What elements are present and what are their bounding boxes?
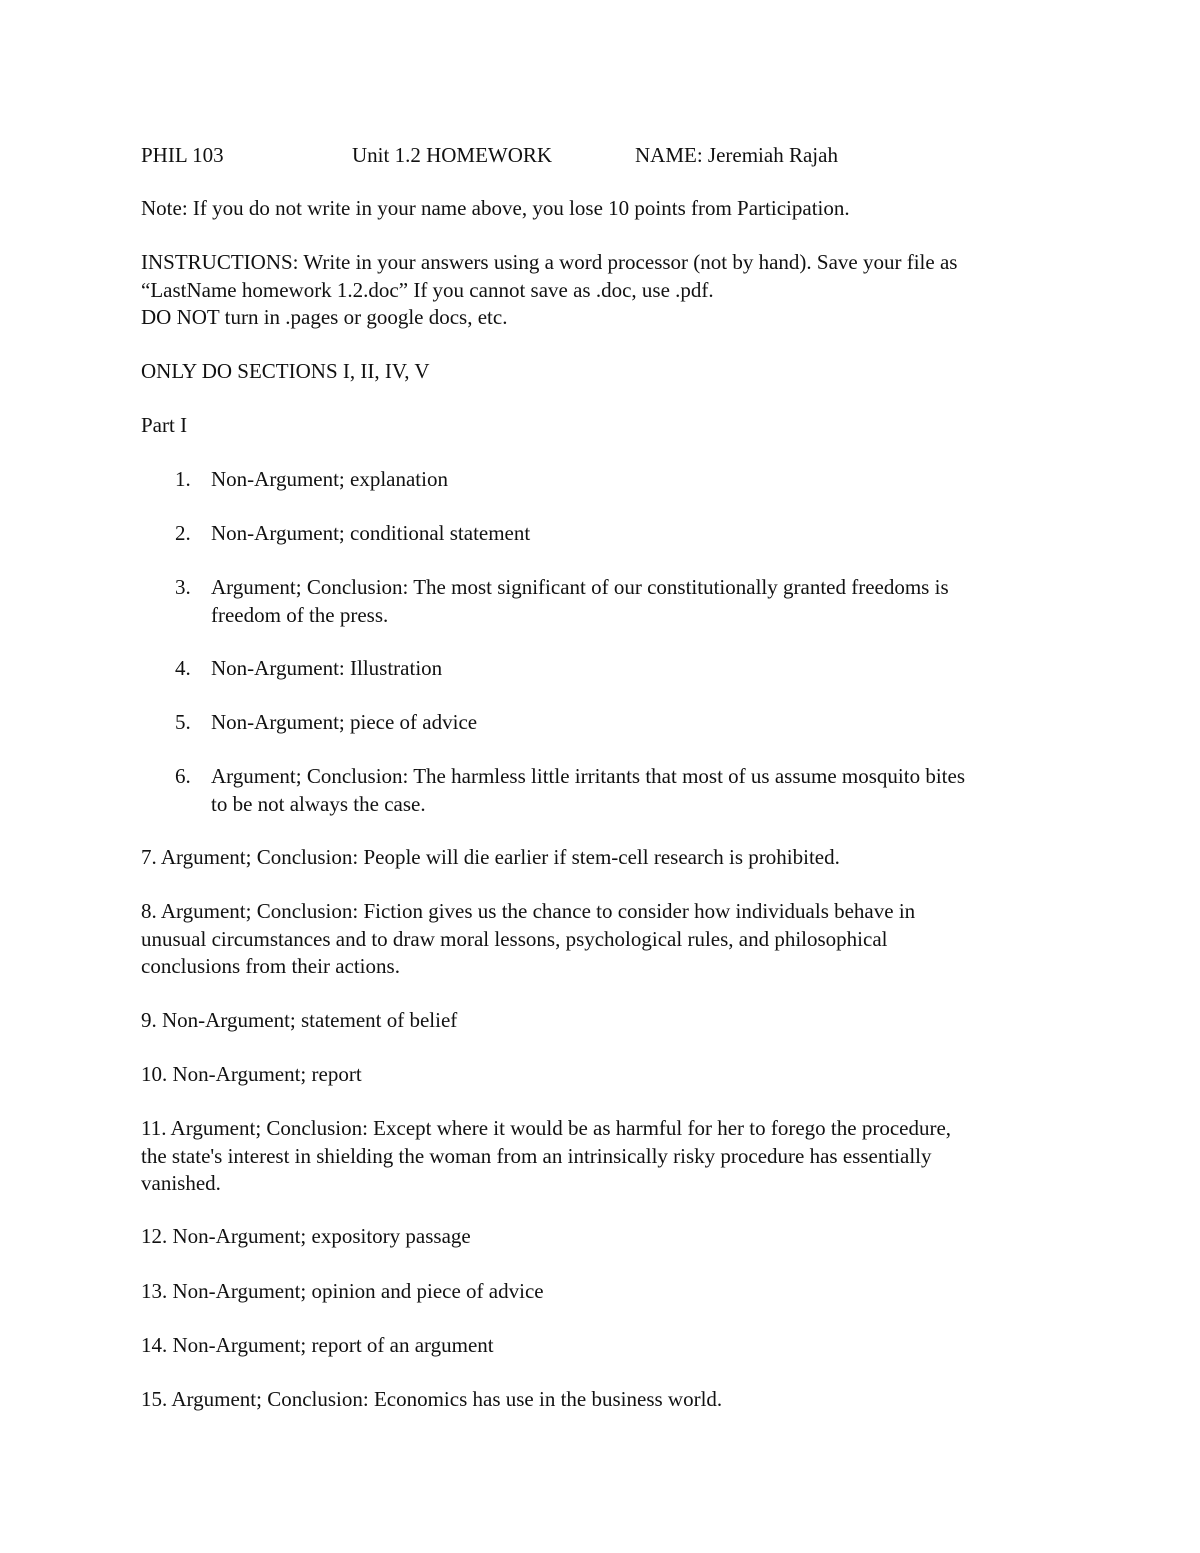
list-text: Non-Argument; piece of advice: [211, 710, 478, 734]
answer-12: 12. Non-Argument; expository passage: [141, 1224, 471, 1248]
list-text-line: to be not always the case.: [211, 791, 426, 816]
list-text: Non-Argument; explanation: [211, 467, 448, 491]
list-number: 4.: [175, 656, 191, 680]
answer-7: 7. Argument; Conclusion: People will die earlier if stem-cell research is prohibited.: [141, 845, 840, 869]
answer-line: the state's interest in shielding the woman from an intrinsically risky procedure has essentially: [141, 1143, 932, 1168]
answer-11: [141, 1115, 1071, 1198]
answer-15: 15. Argument; Conclusion: Economics has use in the business world.: [141, 1387, 723, 1411]
list-text-line: freedom of the press.: [211, 602, 389, 627]
note-paragraph: Note: If you do not write in your name above, you lose 10 points from Participation.: [141, 196, 850, 220]
answer-line: vanished.: [141, 1171, 221, 1195]
list-text-line: Argument; Conclusion: The most significant of our constitutionally granted freedoms is: [211, 575, 949, 599]
list-text: Non-Argument; conditional statement: [211, 521, 531, 545]
answer-13: 13. Non-Argument; opinion and piece of advice: [141, 1279, 544, 1303]
answer-10: 10. Non-Argument; report: [141, 1062, 362, 1086]
instructions-paragraph: [141, 249, 1071, 332]
list-text: [211, 763, 1071, 818]
list-number: 2.: [175, 521, 191, 545]
list-text: [211, 574, 1071, 629]
instructions-line: “LastName homework 1.2.doc” If you cannot save as .doc, use .pdf.: [141, 277, 714, 302]
instructions-line: INSTRUCTIONS: Write in your answers using a word processor (not by hand). Save your file as: [141, 250, 958, 274]
answer-9: 9. Non-Argument; statement of belief: [141, 1008, 458, 1032]
answer-14: 14. Non-Argument; report of an argument: [141, 1333, 494, 1357]
answer-line: 8. Argument; Conclusion: Fiction gives us the chance to consider how individuals behave in: [141, 899, 916, 923]
header-line: [141, 141, 1081, 169]
list-number: 6.: [175, 764, 191, 788]
answer-8: [141, 898, 1071, 981]
list-number: 3.: [175, 575, 191, 599]
assignment-title: Unit 1.2 HOMEWORK: [352, 143, 553, 167]
list-text: Non-Argument: Illustration: [211, 656, 443, 680]
answer-line: conclusions from their actions.: [141, 954, 400, 978]
list-text-line: Argument; Conclusion: The harmless little irritants that most of us assume mosquito bites: [211, 764, 965, 788]
part-title: Part I: [141, 413, 188, 437]
student-name: NAME: Jeremiah Rajah: [635, 143, 838, 167]
list-number: 5.: [175, 710, 191, 734]
instructions-line: DO NOT turn in .pages or google docs, etc.: [141, 305, 508, 329]
list-number: 1.: [175, 467, 191, 491]
answer-line: unusual circumstances and to draw moral lessons, psychological rules, and philosophical: [141, 926, 888, 951]
course-code: PHIL 103: [141, 143, 224, 167]
sections-note: ONLY DO SECTIONS I, II, IV, V: [141, 359, 430, 383]
answer-line: 11. Argument; Conclusion: Except where it would be as harmful for her to forego the procedure,: [141, 1116, 952, 1140]
